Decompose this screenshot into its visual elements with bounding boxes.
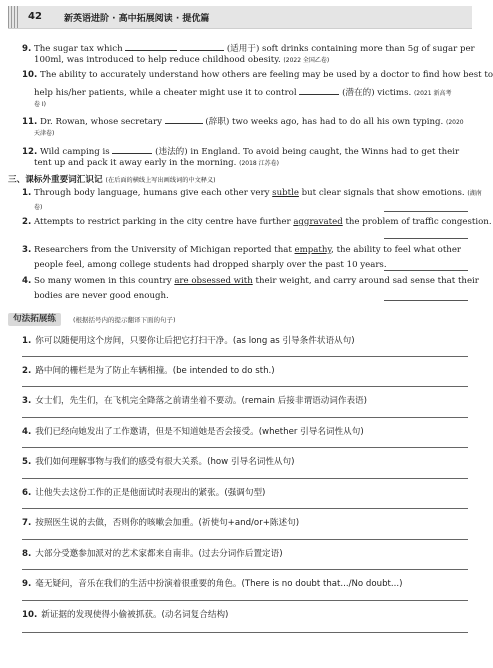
item-text: 新证据的发现使得小偷被抓获。(动名词复合结构): [41, 610, 229, 620]
item-text: Attempts to restrict parking in the city centre have further: [33, 217, 291, 227]
translate-item-8: [22, 547, 283, 559]
item-text: , the ability to feel what other: [331, 245, 462, 255]
fill-item-10: [22, 70, 493, 81]
translate-item-2: [22, 364, 275, 376]
fill-item-10-line3: [34, 99, 46, 110]
item-text: 按照医生说的去做，否则你的咳嗽会加重。(祈使句+and/or+陈述句): [35, 518, 300, 528]
answer-line[interactable]: [22, 632, 468, 633]
translate-item-9: [22, 577, 402, 589]
vocab-item-2: [22, 217, 492, 228]
item-text: people feel, among college students had dropped sharply over the past 10 years.: [34, 260, 387, 270]
source-note: 卷): [34, 204, 43, 211]
item-text: 让他失去这份工作的正是他面试时表现出的紧张。(强调句型): [35, 488, 266, 498]
item-number: 7.: [22, 518, 32, 528]
item-text: 你可以随便用这个房间，只要你让后把它打扫干净。(as long as 引导条件状语从句): [35, 336, 355, 346]
item-number: 10.: [22, 70, 38, 80]
fill-item-11-line2: [34, 128, 54, 139]
fill-item-10-line2: [34, 85, 451, 99]
item-text: (违法的) in England. To avoid being caught, the Winns had to get their: [155, 147, 460, 157]
section-heading: 三、课标外重要词汇识记: [8, 175, 103, 185]
item-text: help his/her patients, while a cheater might use it to control: [34, 88, 297, 98]
item-text: Through body language, humans give each other very: [33, 188, 270, 198]
target-word: empathy: [294, 245, 332, 255]
vocab-item-1: [22, 188, 482, 199]
item-number: 4.: [22, 276, 32, 286]
section-badge: 句法拓展练: [8, 313, 61, 326]
item-number: 1.: [22, 336, 32, 346]
item-text: (潜在的) victims.: [342, 88, 412, 98]
item-number: 8.: [22, 549, 32, 559]
item-number: 4.: [22, 427, 32, 437]
answer-line[interactable]: [22, 356, 468, 357]
item-text: tent up and pack it away early in the morning.: [34, 158, 237, 168]
item-text: 路中间的栅栏是为了防止车辆相撞。(be intended to do sth.): [35, 366, 275, 376]
section-title: [8, 173, 216, 185]
answer-line[interactable]: [384, 211, 468, 212]
target-word: are obsessed with: [174, 276, 253, 286]
item-number: 2.: [22, 366, 32, 376]
fill-item-9: [22, 41, 475, 55]
item-text: Dr. Rowan, whose secretary: [39, 117, 162, 127]
translate-item-5: [22, 455, 294, 467]
item-text: (适用于) soft drinks containing more than 5g of sugar per: [226, 44, 475, 54]
answer-line[interactable]: [384, 300, 468, 301]
vocab-item-4: [22, 276, 479, 287]
answer-line[interactable]: [384, 238, 468, 239]
item-text: their weight, and carry around sad sense that their: [255, 276, 479, 286]
translate-item-4: [22, 425, 364, 437]
section-note: (在后面的横线上写出画线词的中文释义): [105, 177, 216, 184]
target-word: subtle: [272, 188, 299, 198]
answer-line[interactable]: [22, 417, 468, 418]
item-number: 6.: [22, 488, 32, 498]
source-note: (2018 江苏卷): [239, 160, 279, 167]
fill-item-9-line2: [34, 55, 329, 66]
answer-line[interactable]: [384, 270, 468, 271]
item-number: 12.: [22, 147, 38, 157]
answer-line[interactable]: [22, 478, 468, 479]
fill-item-12: [22, 144, 459, 158]
item-text: So many women in this country: [33, 276, 172, 286]
answer-line[interactable]: [22, 539, 468, 540]
item-text: (辞职) two weeks ago, has had to do all his own typing.: [205, 117, 444, 127]
section-note: (根据括号内的提示翻译下面的句子): [73, 316, 176, 324]
source-note: (2021 新高考: [413, 90, 452, 97]
item-text: The sugar tax which: [33, 44, 123, 54]
page-number: 42: [28, 11, 42, 22]
item-number: 11.: [22, 117, 38, 127]
answer-line[interactable]: [22, 508, 468, 509]
answer-blank[interactable]: [112, 144, 152, 154]
source-note: (2020: [446, 119, 464, 126]
item-text: 毫无疑问，音乐在我们的生活中扮演着很重要的角色。(There is no doubt that.../No doubt...): [35, 579, 403, 589]
vocab-item-3: [22, 245, 461, 256]
item-text: but clear signals that show emotions.: [301, 188, 465, 198]
item-text: 女士们，先生们，在飞机完全降落之前请坐着不要动。(remain 后接非谓语动词作表语): [35, 396, 367, 406]
source-note: (2022 全国乙卷): [283, 57, 330, 64]
item-text: The ability to accurately understand how others are feeling may be used by a doctor to find how best to: [39, 70, 493, 80]
translate-item-6: [22, 486, 265, 498]
item-number: 3.: [22, 245, 32, 255]
item-text: 大部分受邀参加派对的艺术家都来自南非。(过去分词作后置定语): [35, 549, 283, 559]
fill-item-11: [22, 114, 464, 128]
source-note: 卷 Ⅰ): [34, 101, 47, 108]
translate-item-3: [22, 394, 367, 406]
item-number: 10.: [22, 610, 38, 620]
item-number: 3.: [22, 396, 32, 406]
source-note: (湖南: [467, 190, 482, 197]
vocab-item-1-line2: [34, 202, 42, 213]
answer-blank[interactable]: [125, 41, 177, 51]
item-text: Wild camping is: [39, 147, 110, 157]
item-number: 1.: [22, 188, 32, 198]
item-text: Researchers from the University of Michigan reported that: [33, 245, 292, 255]
answer-line[interactable]: [22, 386, 468, 387]
item-text: 100ml, was introduced to help reduce childhood obesity.: [34, 55, 281, 65]
page-header: [8, 6, 472, 29]
item-number: 9.: [22, 579, 32, 589]
item-text: 我们如何理解事物与我们的感受有很大关系。(how 引导名词性从句): [35, 457, 295, 467]
header-decoration: [8, 6, 18, 28]
answer-line[interactable]: [22, 447, 468, 448]
translate-item-1: [22, 334, 355, 346]
answer-line[interactable]: [22, 600, 468, 601]
vocab-item-3-line2: [34, 260, 387, 271]
answer-line[interactable]: [22, 569, 468, 570]
item-number: 9.: [22, 44, 32, 54]
answer-blank[interactable]: [180, 41, 224, 51]
item-text: 我们已经向她发出了工作邀请，但是不知道她是否会接受。(whether 引导名词性从句): [35, 427, 364, 437]
answer-blank[interactable]: [165, 114, 203, 124]
target-word: aggravated: [293, 217, 343, 227]
translate-item-7: [22, 516, 299, 528]
item-number: 5.: [22, 457, 32, 467]
fill-item-12-line2: [34, 158, 279, 169]
item-text: bodies are never good enough.: [34, 291, 169, 301]
translate-item-10: [22, 608, 228, 620]
vocab-item-4-line2: [34, 291, 169, 302]
source-note: 天津卷): [34, 130, 55, 137]
item-text: the problem of traffic congestion.: [345, 217, 492, 227]
answer-blank[interactable]: [299, 85, 339, 95]
book-title: 新英语进阶 · 高中拓展阅读 · 提优篇: [64, 14, 210, 24]
item-number: 2.: [22, 217, 32, 227]
